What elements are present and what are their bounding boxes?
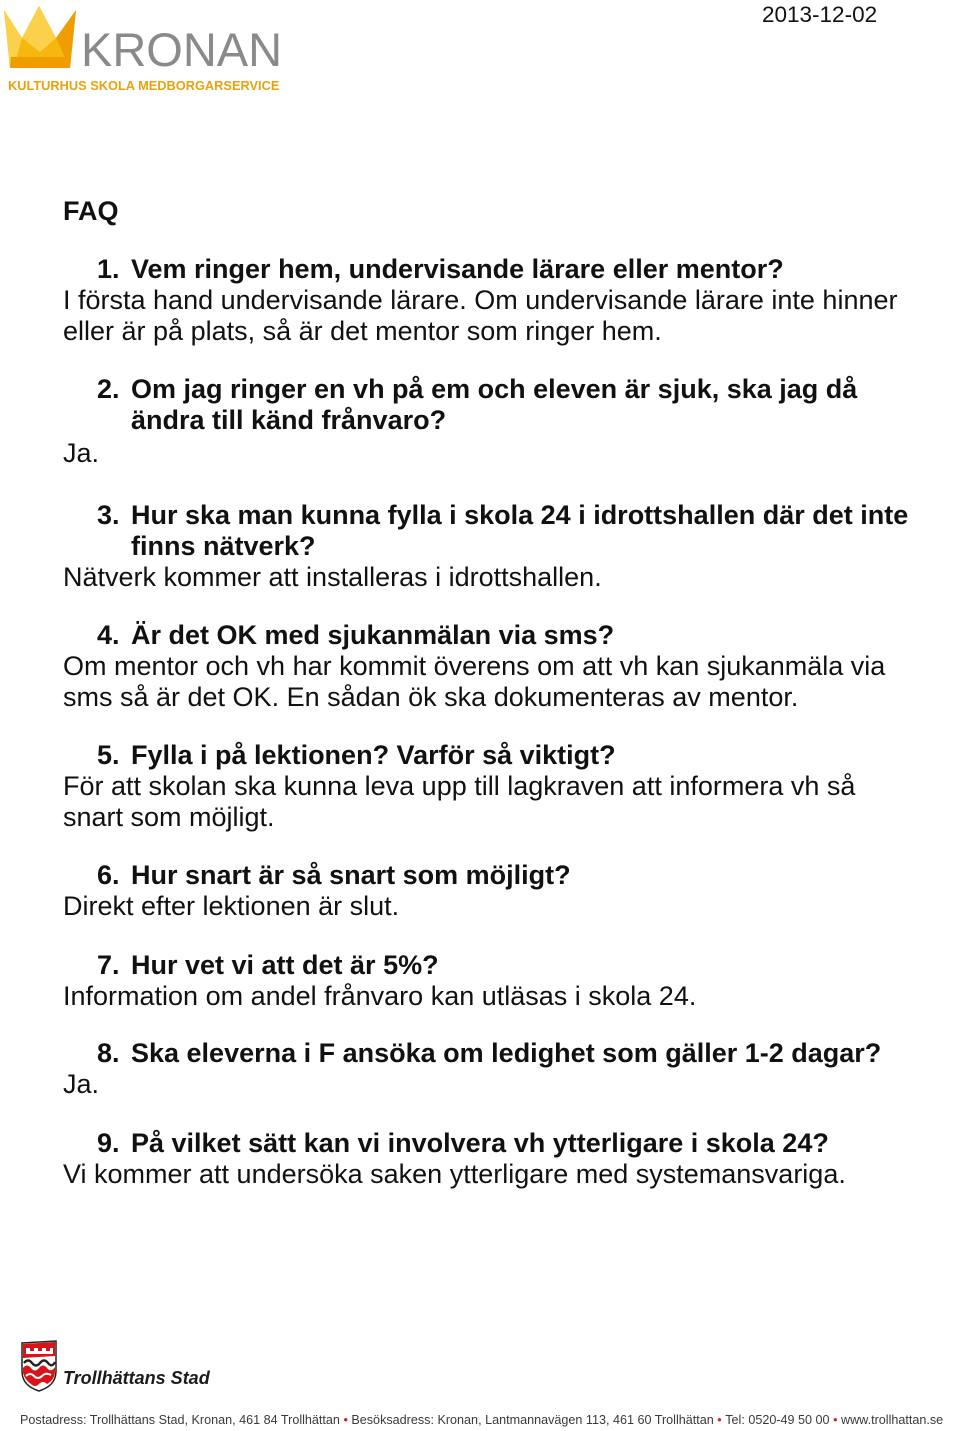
answer-text: eller är på plats, så är det mentor som ringer hem. [63,316,662,346]
question-text: Vem ringer hem, undervisande lärare eller mentor? [131,254,784,284]
question-text: Hur snart är så snart som möjligt? [131,860,571,890]
question-text: Fylla i på lektionen? Varför så viktigt? [131,740,616,770]
item-number: 9. [97,1128,120,1158]
item-number: 5. [97,740,120,770]
coat-of-arms-icon [20,1340,58,1392]
faq-item [0,254,960,347]
question-text: Ska eleverna i F ansöka om ledighet som gäller 1-2 dagar? [131,1038,882,1068]
faq-item [0,500,960,593]
logo-wordmark: KRONAN [81,23,283,76]
question-text: Hur vet vi att det är 5%? [131,950,439,980]
item-number: 4. [97,620,120,650]
answer-text: För att skolan ska kunna leva upp till lagkraven att informera vh så [63,771,856,801]
phone-number: Tel: 0520-49 50 00 [725,1413,830,1427]
visiting-address: Besöksadress: Kronan, Lantmannavägen 113, 461 60 Trollhättan [351,1413,714,1427]
question [0,1128,960,1159]
question [0,254,960,285]
page-title: FAQ [63,196,119,226]
question-text-continued: ändra till känd frånvaro? [131,405,447,435]
faq-item [0,740,960,833]
answer-text: Vi kommer att undersöka saken ytterligare med systemansvariga. [63,1159,846,1189]
postal-address: Postadress: Trollhättans Stad, Kronan, 461 84 Trollhättan [20,1413,340,1427]
answer-text: snart som möjligt. [63,802,275,832]
separator-bullet: • [717,1413,722,1427]
question [0,620,960,651]
question-text: Är det OK med sjukanmälan via sms? [131,620,615,650]
crown-icon [0,2,80,74]
question-text: Hur ska man kunna fylla i skola 24 i idrottshallen där det inte [131,500,909,530]
city-logo-text: Trollhättans Stad [63,1368,210,1388]
answer-text: Om mentor och vh har kommit överens om att vh kan sjukanmäla via [63,651,886,681]
item-number: 1. [97,254,120,284]
question [0,950,960,981]
document-date: 2013-12-02 [762,2,878,27]
question [0,740,960,771]
answer-text: I första hand undervisande lärare. Om undervisande lärare inte hinner [63,285,898,315]
website-link[interactable]: www.trollhattan.se [840,1413,944,1427]
separator-bullet: • [343,1413,348,1427]
item-number: 7. [97,950,120,980]
faq-item [0,620,960,713]
item-number: 6. [97,860,120,890]
question [0,1038,960,1069]
crown-band [10,57,70,68]
footer-address-line [20,1412,943,1428]
question [0,500,960,531]
trollhattans-stad-logo [20,1340,220,1394]
answer-text: Information om andel frånvaro kan utläsas i skola 24. [63,981,697,1011]
kronan-logo [0,0,292,96]
faq-item [0,1128,960,1190]
faq-item [0,374,960,469]
answer-text: sms så är det OK. En sådan ök ska dokumenteras av mentor. [63,682,799,712]
question [0,860,960,891]
question-text: På vilket sätt kan vi involvera vh ytterligare i skola 24? [131,1128,829,1158]
answer-text: Direkt efter lektionen är slut. [63,891,400,921]
item-number: 2. [97,374,120,404]
logo-tagline: KULTURHUS SKOLA MEDBORGARSERVICE [8,78,280,93]
item-number: 8. [97,1038,120,1068]
question-text: Om jag ringer en vh på em och eleven är sjuk, ska jag då [131,374,858,404]
item-number: 3. [97,500,120,530]
answer-text: Nätverk kommer att installeras i idrottshallen. [63,562,602,592]
answer-text: Ja. [63,1069,100,1099]
faq-item [0,860,960,922]
question [0,374,960,405]
faq-item [0,1038,960,1100]
separator-bullet: • [833,1413,838,1427]
question-text-continued: finns nätverk? [131,531,316,561]
answer-text: Ja. [63,438,100,468]
faq-item [0,950,960,1012]
